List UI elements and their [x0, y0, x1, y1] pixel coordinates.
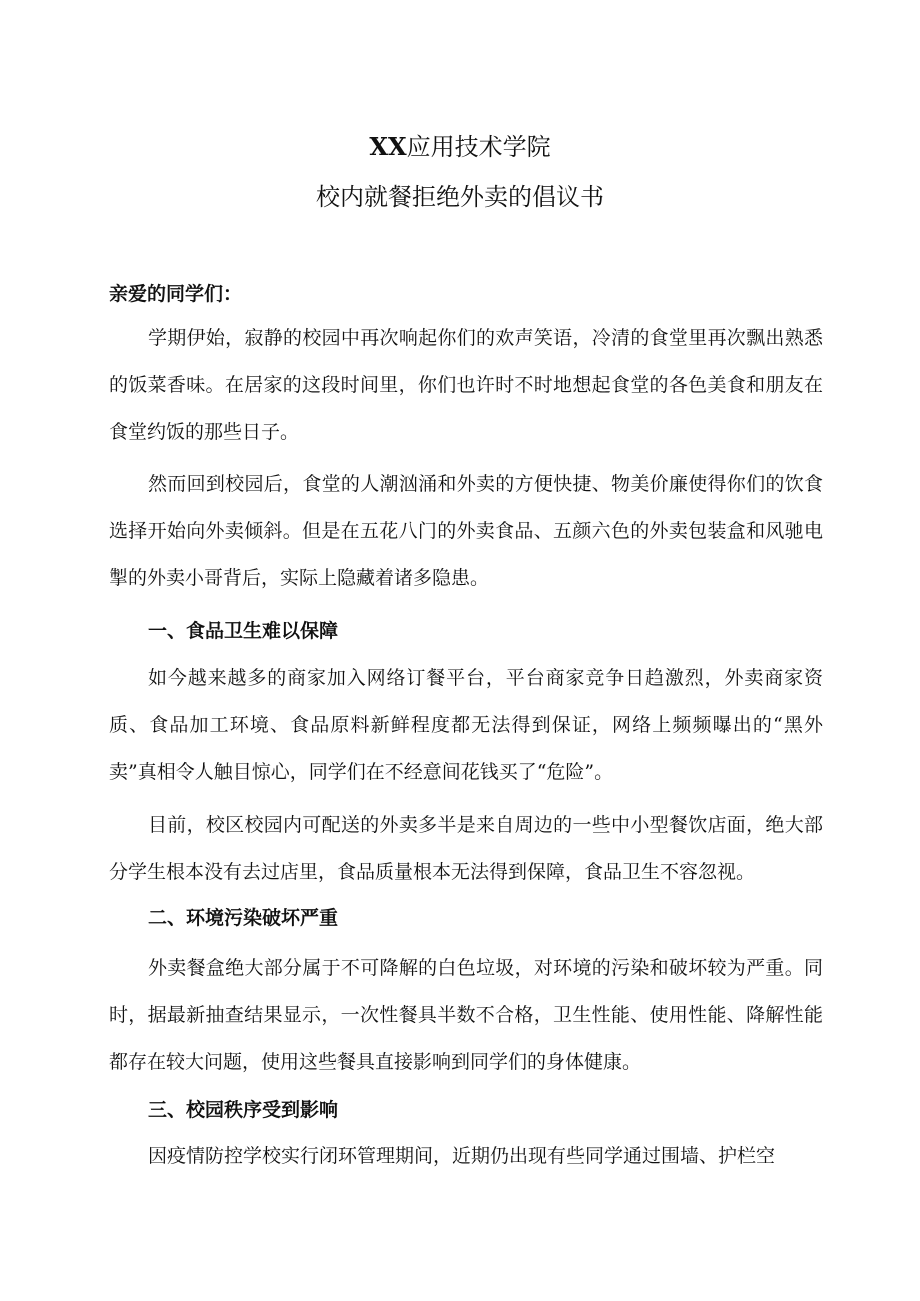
section-heading-food-safety: 一、食品卫生难以保障 — [148, 620, 339, 642]
document-subtitle: 校内就餐拒绝外卖的倡议书 — [316, 183, 604, 211]
paragraph-section1-2: 目前，校区校园内可配送的外卖多半是来自周边的一些中小型餐饮店面，绝大部分学生根本没有去过店里，食品质量根本无法得到保障，食品卫生不容忽视。 — [109, 814, 823, 883]
paragraph-intro-2: 然而回到校园后，食堂的人潮汹涌和外卖的方便快捷、物美价廉使得你们的饮食选择开始向外卖倾斜。但是在五花八门的外卖食品、五颜六色的外卖包装盒和风驰电掣的外卖小哥背后，实际上隐藏着诸多隐患。 — [109, 473, 823, 589]
paragraph-intro-1: 学期伊始，寂静的校园中再次响起你们的欢声笑语，冷清的食堂里再次飘出熟悉的饭菜香味。在居家的这段时间里，你们也许时不时地想起食堂的各色美食和朋友在食堂约饭的那些日子。 — [109, 327, 823, 443]
paragraph-section3-1: 因疫情防控学校实行闭环管理期间，近期仍出现有些同学通过围墙、护栏空 — [148, 1145, 776, 1167]
section-heading-environment: 二、环境污染破坏严重 — [148, 907, 339, 929]
document-title — [0, 132, 920, 162]
section-heading-campus-order: 三、校园秩序受到影响 — [148, 1099, 339, 1121]
title-rest: 应用技术学院 — [406, 133, 551, 161]
paragraph-section1-1: 如今越来越多的商家加入网络订餐平台，平台商家竞争日趋激烈，外卖商家资质、食品加工环境、食品原料新鲜程度都无法得到保证，网络上频频曝出的“黑外卖”真相令人触目惊心，同学们在不经意间花钱买了“危险”。 — [109, 667, 823, 783]
salutation: 亲爱的同学们： — [109, 283, 243, 305]
title-brand: XX — [369, 132, 407, 161]
paragraph-section2-1: 外卖餐盒绝大部分属于不可降解的白色垃圾，对环境的污染和破坏较为严重。同时，据最新抽查结果显示，一次性餐具半数不合格，卫生性能、使用性能、降解性能都存在较大问题，使用这些餐具直接影响到同学们的身体健康。 — [109, 957, 823, 1073]
